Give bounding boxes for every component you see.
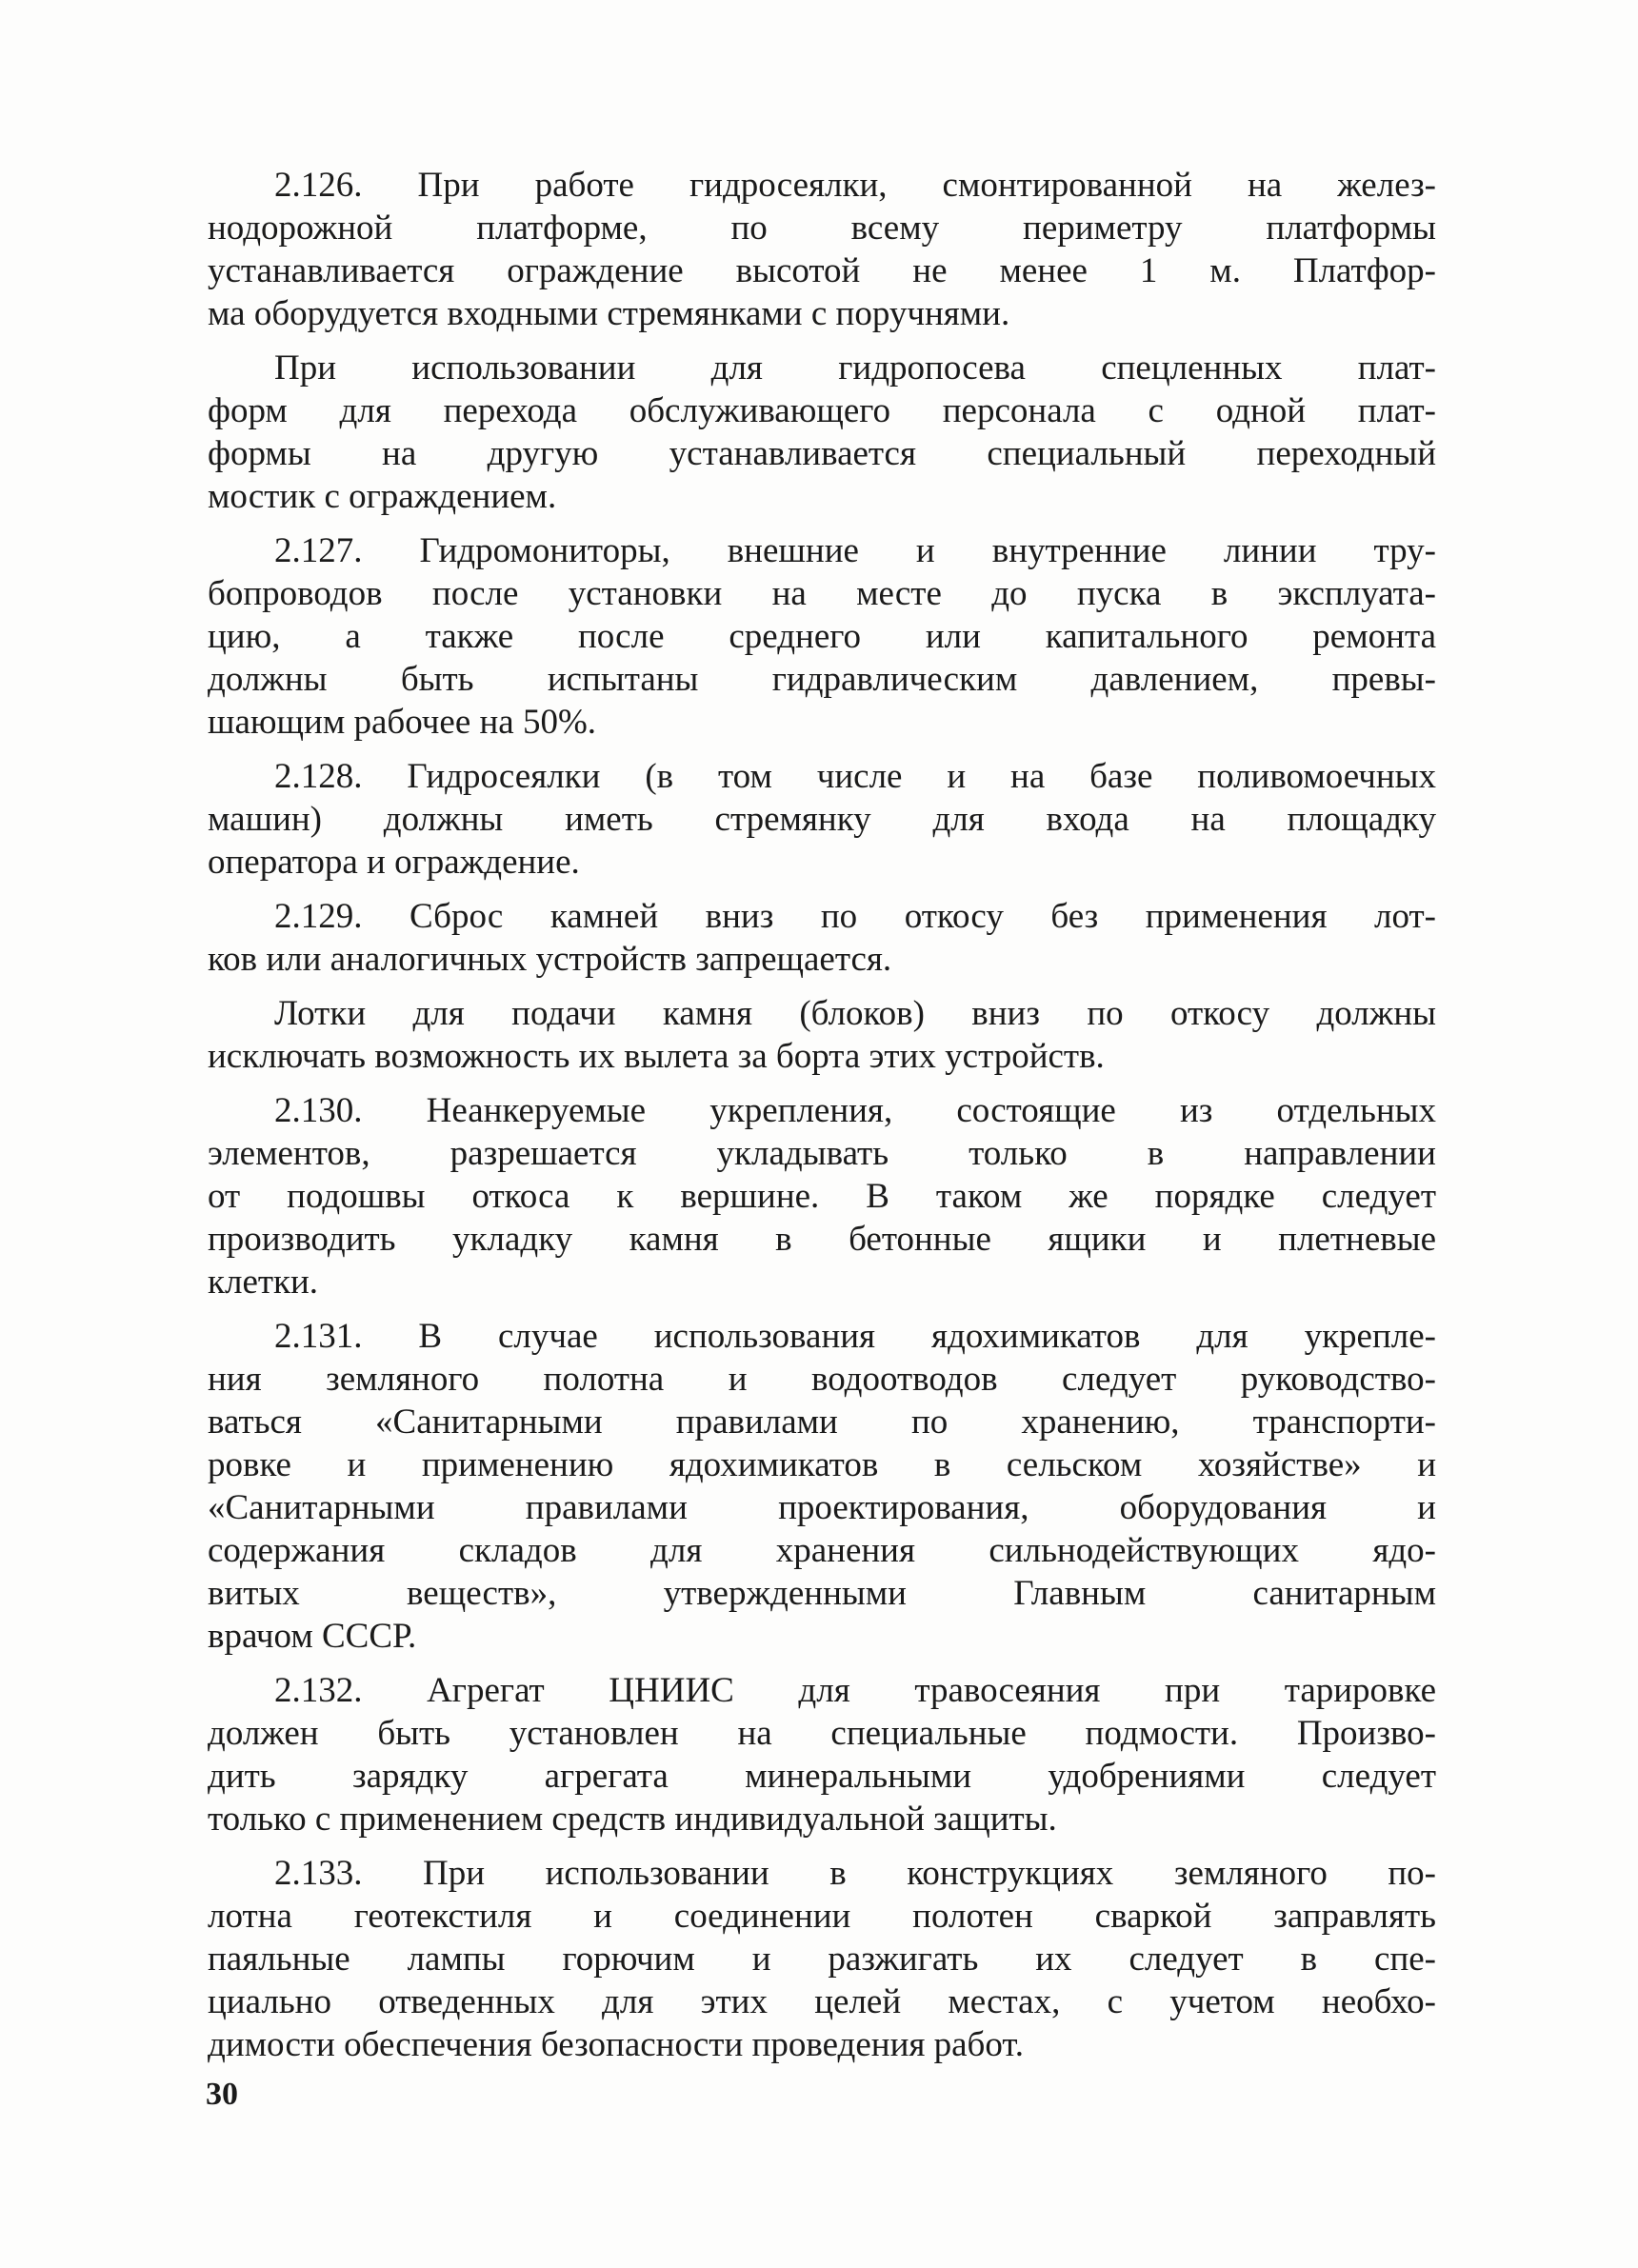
- paragraph: [208, 1089, 1436, 1303]
- text-line: цию, а также после среднего или капитального ремонта: [208, 617, 1436, 656]
- paragraph: [208, 1669, 1436, 1840]
- paragraph: [208, 529, 1436, 744]
- text-line: ваться «Санитарными правилами по хранению, транспорти-: [208, 1403, 1436, 1442]
- text-line: ровке и применению ядохимикатов в сельском хозяйстве» и: [208, 1445, 1436, 1484]
- text-line: бопроводов после установки на месте до пуска в эксплуата-: [208, 574, 1436, 613]
- paragraph: [208, 1852, 1436, 2066]
- text-line: только с применением средств индивидуальной защиты.: [208, 1800, 1057, 1839]
- text-line: Лотки для подачи камня (блоков) вниз по откосу должны: [274, 994, 1436, 1033]
- text-line: ма оборудуется входными стремянками с поручнями.: [208, 294, 1010, 333]
- paragraph: [208, 1315, 1436, 1658]
- text-line: 2.132. Агрегат ЦНИИС для травосеяния при тарировке: [274, 1671, 1436, 1710]
- text-line: дить зарядку агрегата минеральными удобрениями следует: [208, 1757, 1436, 1796]
- text-line: димости обеспечения безопасности проведения работ.: [208, 2025, 1025, 2064]
- text-line: формы на другую устанавливается специальный переходный: [208, 434, 1436, 473]
- text-line: нодорожной платформе, по всему периметру платформы: [208, 209, 1436, 248]
- text-line: форм для перехода обслуживающего персонала с одной плат-: [208, 391, 1436, 430]
- text-line: 2.129. Сброс камней вниз по откосу без применения лот-: [274, 897, 1436, 936]
- page-number: 30: [206, 2077, 238, 2112]
- text-line: паяльные лампы горючим и разжигать их следует в спе-: [208, 1940, 1436, 1979]
- text-line: «Санитарными правилами проектирования, оборудования и: [208, 1488, 1436, 1527]
- text-line: должны быть испытаны гидравлическим давлением, превы-: [208, 660, 1436, 699]
- text-line: должен быть установлен на специальные подмости. Произво-: [208, 1714, 1436, 1753]
- text-line: витых веществ», утвержденными Главным санитарным: [208, 1574, 1436, 1613]
- text-line: клетки.: [208, 1263, 319, 1302]
- text-line: 2.126. При работе гидросеялки, смонтированной на желез-: [274, 166, 1436, 205]
- body-text: [208, 164, 1436, 2066]
- text-line: мостик с ограждением.: [208, 477, 557, 516]
- text-line: лотна геотекстиля и соединении полотен сваркой заправлять: [208, 1897, 1436, 1936]
- text-line: 2.133. При использовании в конструкциях земляного по-: [274, 1854, 1436, 1893]
- paragraph: [208, 755, 1436, 884]
- text-line: 2.130. Неанкеруемые укрепления, состоящие из отдельных: [274, 1091, 1436, 1130]
- text-line: циально отведенных для этих целей местах, с учетом необхо-: [208, 1982, 1436, 2021]
- text-line: При использовании для гидропосева спецленных плат-: [274, 348, 1436, 388]
- text-line: оператора и ограждение.: [208, 843, 580, 882]
- text-line: ков или аналогичных устройств запрещается.: [208, 940, 892, 979]
- paragraph: [208, 895, 1436, 981]
- text-line: 2.131. В случае использования ядохимикатов для укрепле-: [274, 1317, 1436, 1356]
- paragraph: [208, 992, 1436, 1078]
- text-line: содержания складов для хранения сильнодействующих ядо-: [208, 1531, 1436, 1570]
- text-line: 2.128. Гидросеялки (в том числе и на базе поливомоечных: [274, 757, 1436, 796]
- text-line: ния земляного полотна и водоотводов следует руководство-: [208, 1360, 1436, 1399]
- text-line: производить укладку камня в бетонные ящики и плетневые: [208, 1220, 1436, 1259]
- text-line: 2.127. Гидромониторы, внешние и внутренние линии тру-: [274, 531, 1436, 570]
- paragraph: [208, 164, 1436, 335]
- text-line: от подошвы откоса к вершине. В таком же порядке следует: [208, 1177, 1436, 1216]
- paragraph: [208, 347, 1436, 518]
- text-line: шающим рабочее на 50%.: [208, 703, 597, 742]
- text-line: врачом СССР.: [208, 1617, 417, 1656]
- text-line: машин) должны иметь стремянку для входа на площадку: [208, 800, 1436, 839]
- text-line: элементов, разрешается укладывать только в направлении: [208, 1134, 1436, 1173]
- text-line: устанавливается ограждение высотой не менее 1 м. Платфор-: [208, 251, 1436, 290]
- text-line: исключать возможность их вылета за борта этих устройств.: [208, 1037, 1105, 1076]
